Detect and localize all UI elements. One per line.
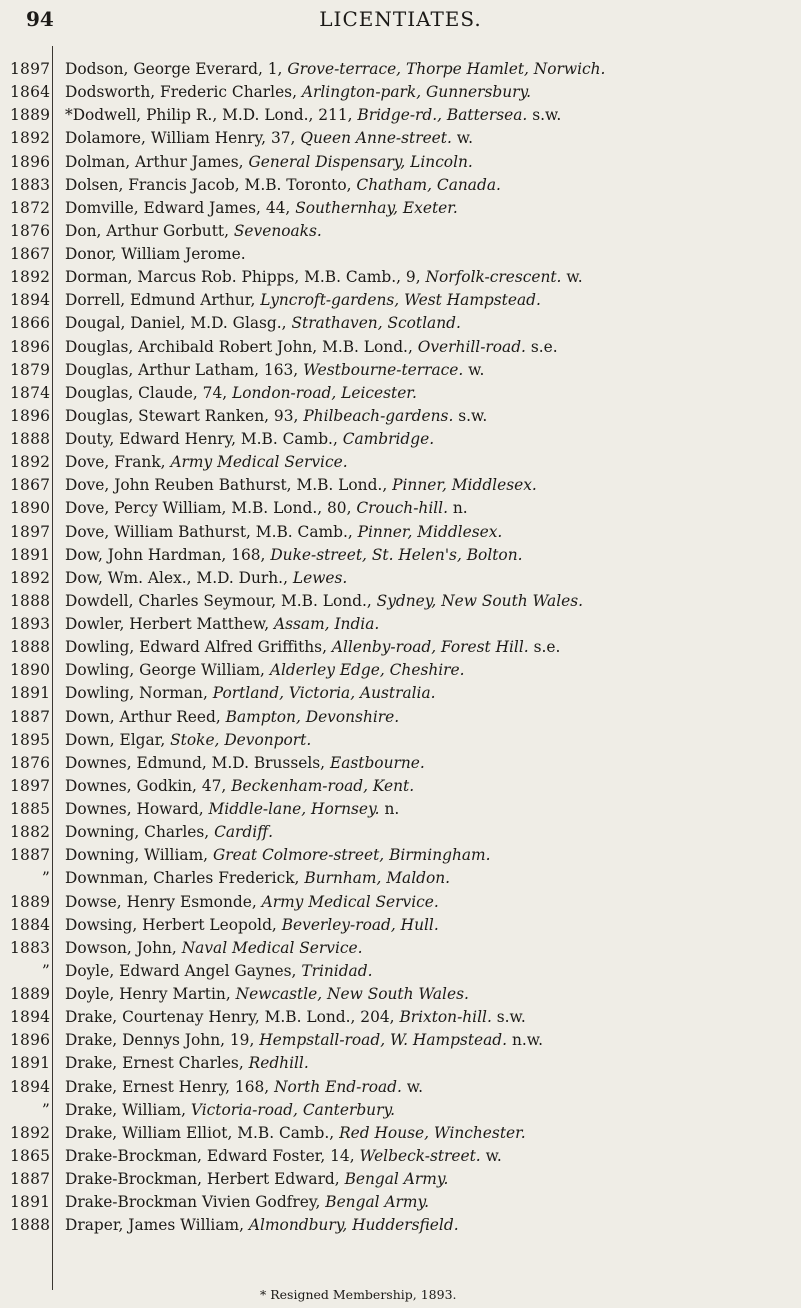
entry-year: 1885 — [10, 800, 51, 818]
entry-address: Cardiff. — [214, 823, 273, 842]
entry-address: Lewes. — [292, 568, 348, 587]
entry-year: 1876 — [10, 753, 51, 772]
entry-text — [65, 1145, 800, 1168]
entry-address: Sydney, New South Wales. — [376, 591, 584, 610]
entry-name: Dowling, Norman, — [65, 684, 213, 703]
entry-address: Brixton-hill. — [399, 1008, 492, 1027]
list-item — [0, 937, 801, 960]
entry-address: Victoria-road, Canterbury. — [190, 1100, 395, 1119]
entry-year: 1888 — [10, 638, 51, 657]
entry-year: 1889 — [10, 985, 51, 1003]
entry-name: Douglas, Stewart Ranken, 93, — [65, 406, 304, 425]
entry-name: Douty, Edward Henry, M.B. Camb., — [65, 430, 343, 448]
entry-name: Drake, Courtenay Henry, M.B. Lond., 204, — [65, 1008, 400, 1027]
entry-address: Strathaven, Scotland. — [291, 314, 461, 333]
page-number: 94 — [26, 7, 54, 31]
entry-district: n. — [379, 800, 400, 818]
entry-name: Down, Elgar, — [65, 730, 171, 749]
entry-text — [65, 289, 800, 312]
entry-address: Southernhay, Exeter. — [295, 198, 458, 217]
entry-year: 1866 — [10, 314, 51, 333]
list-item — [0, 336, 801, 359]
entry-address: Army Medical Service. — [170, 453, 348, 472]
entry-year: 1892 — [10, 453, 51, 472]
entry-name: Domville, Edward James, 44, — [65, 198, 296, 217]
list-item — [0, 1214, 801, 1237]
entry-year: 1867 — [10, 476, 51, 495]
entry-name: Dodson, George Everard, 1, — [65, 60, 288, 78]
entry-text — [65, 590, 800, 613]
entry-year: 1884 — [10, 915, 51, 934]
entry-address: Bengal Army. — [344, 1170, 449, 1188]
entry-name: Doyle, Edward Angel Gaynes, — [65, 961, 302, 980]
entry-text — [65, 428, 800, 451]
list-item — [0, 127, 801, 150]
list-item — [0, 729, 801, 752]
list-item — [0, 1052, 801, 1075]
entry-address: Trinidad. — [301, 961, 373, 980]
entry-text — [65, 497, 800, 520]
entry-year: 1897 — [10, 522, 51, 541]
entry-text — [65, 798, 800, 821]
list-item — [0, 1006, 801, 1029]
entry-year: 1897 — [10, 60, 51, 78]
list-item — [0, 359, 801, 382]
entry-name: Dowse, Henry Esmonde, — [65, 892, 262, 911]
entry-text — [65, 312, 800, 335]
entry-district: n.w. — [507, 1031, 543, 1050]
running-head: LICENTIATES. — [319, 7, 482, 31]
entry-year: 1864 — [10, 83, 51, 102]
entry-text — [65, 451, 800, 474]
entry-name: Drake, Ernest Charles, — [65, 1054, 249, 1073]
entry-text — [65, 336, 800, 359]
entry-text — [65, 867, 800, 890]
entry-year: 1887 — [10, 707, 51, 726]
entry-text — [65, 613, 800, 636]
entry-address: Hempstall-road, W. Hampstead. — [259, 1031, 508, 1050]
entry-year: 1879 — [10, 360, 51, 379]
entry-year: 1890 — [10, 499, 51, 518]
entry-text — [65, 405, 800, 428]
entry-name: Dowling, George William, — [65, 661, 270, 680]
entry-address: Bridge-rd., Battersea. — [357, 106, 528, 125]
entry-address: Cambridge. — [342, 430, 435, 448]
entry-text — [65, 682, 800, 705]
list-item — [0, 706, 801, 729]
list-item — [0, 960, 801, 983]
list-item — [0, 1122, 801, 1145]
entry-text — [65, 1052, 800, 1075]
list-item — [0, 382, 801, 405]
entry-year: 1896 — [10, 337, 51, 356]
entry-name: Downing, Charles, — [65, 823, 215, 842]
list-item — [0, 243, 801, 266]
entry-name: Drake, William, — [65, 1100, 191, 1119]
entry-text — [65, 521, 800, 544]
entry-district: s.e. — [525, 337, 558, 356]
entry-text — [65, 1006, 800, 1029]
entry-address: Burnham, Maldon. — [304, 869, 451, 888]
list-item — [0, 289, 801, 312]
entry-address: Lyncroft-gardens, West Hampstead. — [260, 291, 541, 310]
entry-text — [65, 220, 800, 243]
entry-year: 1867 — [10, 245, 51, 263]
entry-text — [65, 1076, 800, 1099]
entry-district: n. — [448, 499, 468, 518]
list-item — [0, 197, 801, 220]
entry-name: Dorman, Marcus Rob. Phipps, M.B. Camb., 9, — [65, 268, 426, 287]
entry-year: 1892 — [10, 568, 51, 587]
entry-text — [65, 775, 800, 798]
entry-name: Drake-Brockman Vivien Godfrey, — [65, 1193, 326, 1212]
entry-address: Redhill. — [248, 1054, 309, 1073]
entry-text — [65, 151, 800, 174]
entry-text — [65, 243, 800, 266]
entry-name: Down, Arthur Reed, — [65, 707, 226, 726]
entry-list — [0, 58, 801, 1237]
list-item — [0, 544, 801, 567]
entry-text — [65, 844, 800, 867]
list-item — [0, 590, 801, 613]
entry-district: w. — [401, 1077, 424, 1096]
entry-year: 1888 — [10, 591, 51, 610]
entry-text — [65, 81, 800, 104]
entry-year: 1896 — [10, 406, 51, 425]
entry-address: Sevenoaks. — [233, 221, 322, 240]
entry-address: Philbeach-gardens. — [303, 406, 454, 425]
entry-year: 1888 — [10, 430, 51, 448]
entry-text — [65, 127, 800, 150]
entry-year: 1887 — [10, 846, 51, 865]
entry-district: w. — [451, 129, 474, 148]
entry-name: *Dodwell, Philip R., M.D. Lond., 211, — [65, 106, 358, 125]
entry-name: Drake, Dennys John, 19, — [65, 1031, 260, 1050]
entry-address: Chatham, Canada. — [356, 175, 501, 194]
entry-year: 1889 — [10, 892, 51, 911]
entry-year: 1896 — [10, 152, 51, 171]
entry-name: Dow, Wm. Alex., M.D. Durh., — [65, 568, 293, 587]
entry-year: 1883 — [10, 175, 51, 194]
list-item — [0, 497, 801, 520]
entry-text — [65, 1191, 800, 1214]
list-item — [0, 1099, 801, 1122]
entry-name: Dove, Frank, — [65, 453, 171, 472]
entry-name: Doyle, Henry Martin, — [65, 985, 236, 1003]
entry-year: 1897 — [10, 776, 51, 795]
entry-district: s.w. — [527, 106, 562, 125]
entry-address: Queen Anne-street. — [300, 129, 452, 148]
list-item — [0, 312, 801, 335]
entry-name: Drake, William Elliot, M.B. Camb., — [65, 1123, 340, 1142]
entry-address: Duke-street, St. Helen's, Bolton. — [270, 545, 523, 564]
entry-district: w. — [480, 1146, 502, 1165]
entry-text — [65, 706, 800, 729]
list-item — [0, 151, 801, 174]
list-item — [0, 428, 801, 451]
entry-name: Downes, Howard, — [65, 800, 209, 818]
entry-year: 1892 — [10, 1123, 51, 1142]
entry-address: Beckenham-road, Kent. — [231, 776, 415, 795]
entry-text — [65, 636, 800, 659]
entry-address: Red House, Winchester. — [339, 1123, 526, 1142]
entry-address: Westbourne-terrace. — [303, 360, 464, 379]
entry-text — [65, 567, 800, 590]
list-item — [0, 104, 801, 127]
entry-text — [65, 983, 800, 1006]
entry-year: 1893 — [10, 615, 51, 633]
entry-name: Downes, Edmund, M.D. Brussels, — [65, 753, 330, 772]
list-item — [0, 521, 801, 544]
entry-text — [65, 821, 800, 844]
entry-year: 1889 — [10, 106, 51, 125]
entry-address: Bengal Army. — [325, 1193, 430, 1212]
list-item — [0, 659, 801, 682]
entry-year: 1872 — [10, 198, 51, 217]
entry-district: s.w. — [453, 406, 488, 425]
entry-text — [65, 1099, 800, 1122]
entry-year: ” — [41, 961, 50, 980]
entry-name: Dove, John Reuben Bathurst, M.B. Lond., — [65, 476, 393, 495]
list-item — [0, 451, 801, 474]
entry-text — [65, 891, 800, 914]
entry-year: 1896 — [10, 1031, 51, 1050]
entry-address: London-road, Leicester. — [232, 383, 417, 402]
entry-year: 1891 — [10, 1054, 51, 1073]
entry-name: Dodsworth, Frederic Charles, — [65, 83, 302, 102]
entry-address: Pinner, Middlesex. — [357, 522, 503, 541]
list-item — [0, 1191, 801, 1214]
entry-year: 1887 — [10, 1170, 51, 1188]
entry-address: Beverley-road, Hull. — [281, 915, 439, 934]
entry-year: 1894 — [10, 291, 51, 310]
entry-name: Drake, Ernest Henry, 168, — [65, 1077, 275, 1096]
entry-name: Dolamore, William Henry, 37, — [65, 129, 301, 148]
entry-text — [65, 474, 800, 497]
entry-address: Assam, India. — [274, 615, 380, 633]
entry-name: Dow, John Hardman, 168, — [65, 545, 271, 564]
entry-name: Dolman, Arthur James, — [65, 152, 249, 171]
entry-year: 1888 — [10, 1216, 51, 1235]
entry-text — [65, 359, 800, 382]
entry-name: Donor, William Jerome. — [65, 245, 246, 263]
entry-address: Naval Medical Service. — [181, 938, 363, 957]
list-item — [0, 405, 801, 428]
entry-name: Dove, Percy William, M.B. Lond., 80, — [65, 499, 357, 518]
entry-year: 1892 — [10, 129, 51, 148]
entry-name: Draper, James William, — [65, 1216, 249, 1235]
list-item — [0, 752, 801, 775]
entry-name: Downman, Charles Frederick, — [65, 869, 305, 888]
entry-address: Norfolk-crescent. — [425, 268, 562, 287]
entry-address: Grove-terrace, Thorpe Hamlet, Norwich. — [287, 60, 606, 78]
list-item — [0, 567, 801, 590]
entry-address: Portland, Victoria, Australia. — [212, 684, 436, 703]
entry-name: Dowdell, Charles Seymour, M.B. Lond., — [65, 591, 377, 610]
entry-address: North End-road. — [274, 1077, 402, 1096]
entry-name: Dorrell, Edmund Arthur, — [65, 291, 261, 310]
entry-address: Bampton, Devonshire. — [225, 707, 400, 726]
entry-address: Allenby-road, Forest Hill. — [331, 638, 529, 657]
footnote: * Resigned Membership, 1893. — [260, 1287, 457, 1302]
list-item — [0, 266, 801, 289]
list-item — [0, 58, 801, 81]
entry-name: Dowler, Herbert Matthew, — [65, 615, 274, 633]
entry-address: Welbeck-street. — [359, 1146, 481, 1165]
entry-year: 1891 — [10, 1193, 51, 1212]
entry-text — [65, 1214, 800, 1237]
entry-address: Stoke, Devonport. — [170, 730, 312, 749]
list-item — [0, 1029, 801, 1052]
entry-text — [65, 197, 800, 220]
entry-address: Alderley Edge, Cheshire. — [269, 661, 465, 680]
list-item — [0, 81, 801, 104]
list-item — [0, 220, 801, 243]
entry-address: Middle-lane, Hornsey. — [208, 800, 380, 818]
entry-district: s.e. — [528, 638, 561, 657]
list-item — [0, 474, 801, 497]
entry-name: Dowson, John, — [65, 938, 182, 957]
entry-address: Eastbourne. — [329, 753, 425, 772]
entry-year: 1895 — [10, 730, 51, 749]
entry-year: 1890 — [10, 661, 51, 680]
entry-address: General Dispensary, Lincoln. — [248, 152, 473, 171]
entry-text — [65, 729, 800, 752]
entry-address: Great Colmore-street, Birmingham. — [212, 846, 491, 865]
entry-district: w. — [561, 268, 583, 287]
entry-address: Newcastle, New South Wales. — [235, 985, 469, 1003]
list-item — [0, 682, 801, 705]
list-item — [0, 983, 801, 1006]
entry-year: 1883 — [10, 938, 51, 957]
entry-text — [65, 937, 800, 960]
entry-district: w. — [463, 360, 485, 379]
entry-name: Douglas, Arthur Latham, 163, — [65, 360, 304, 379]
list-item — [0, 844, 801, 867]
entry-year: 1891 — [10, 545, 51, 564]
entry-year: ” — [41, 869, 50, 888]
entry-year: ” — [41, 1100, 50, 1119]
entry-text — [65, 752, 800, 775]
list-item — [0, 914, 801, 937]
entry-name: Dowling, Edward Alfred Griffiths, — [65, 638, 332, 657]
entry-year: 1876 — [10, 221, 51, 240]
entry-name: Drake-Brockman, Edward Foster, 14, — [65, 1146, 360, 1165]
list-item — [0, 1145, 801, 1168]
entry-name: Douglas, Claude, 74, — [65, 383, 233, 402]
entry-text — [65, 1122, 800, 1145]
entry-year: 1865 — [10, 1146, 51, 1165]
list-item — [0, 891, 801, 914]
entry-address: Army Medical Service. — [261, 892, 439, 911]
entry-name: Don, Arthur Gorbutt, — [65, 221, 234, 240]
entry-name: Dolsen, Francis Jacob, M.B. Toronto, — [65, 175, 357, 194]
entry-year: 1894 — [10, 1077, 51, 1096]
entry-name: Downing, William, — [65, 846, 213, 865]
entry-district: s.w. — [491, 1008, 526, 1027]
entry-name: Dougal, Daniel, M.D. Glasg., — [65, 314, 292, 333]
entry-address: Overhill-road. — [417, 337, 526, 356]
entry-text — [65, 382, 800, 405]
entry-text — [65, 544, 800, 567]
entry-name: Dowsing, Herbert Leopold, — [65, 915, 282, 934]
entry-address: Pinner, Middlesex. — [392, 476, 537, 495]
list-item — [0, 174, 801, 197]
entry-text — [65, 1029, 800, 1052]
entry-address: Arlington-park, Gunnersbury. — [301, 83, 532, 102]
list-item — [0, 613, 801, 636]
entry-text — [65, 266, 800, 289]
list-item — [0, 867, 801, 890]
entry-text — [65, 960, 800, 983]
list-item — [0, 636, 801, 659]
entry-text — [65, 914, 800, 937]
entry-year: 1892 — [10, 268, 51, 287]
entry-address: Crouch-hill. — [356, 499, 448, 518]
entry-name: Downes, Godkin, 47, — [65, 776, 232, 795]
entry-text — [65, 58, 800, 81]
entry-address: Almondbury, Huddersfield. — [248, 1216, 459, 1235]
list-item — [0, 821, 801, 844]
entry-year: 1891 — [10, 684, 51, 703]
list-item — [0, 1168, 801, 1191]
list-item — [0, 798, 801, 821]
entry-year: 1882 — [10, 823, 51, 842]
entry-year: 1894 — [10, 1008, 51, 1027]
entry-text — [65, 104, 800, 127]
entry-text — [65, 174, 800, 197]
entry-text — [65, 659, 800, 682]
entry-name: Douglas, Archibald Robert John, M.B. Lond., — [65, 337, 418, 356]
entry-name: Drake-Brockman, Herbert Edward, — [65, 1170, 345, 1188]
list-item — [0, 1076, 801, 1099]
entry-name: Dove, William Bathurst, M.B. Camb., — [65, 522, 358, 541]
list-item — [0, 775, 801, 798]
entry-year: 1874 — [10, 383, 51, 402]
entry-text — [65, 1168, 800, 1191]
